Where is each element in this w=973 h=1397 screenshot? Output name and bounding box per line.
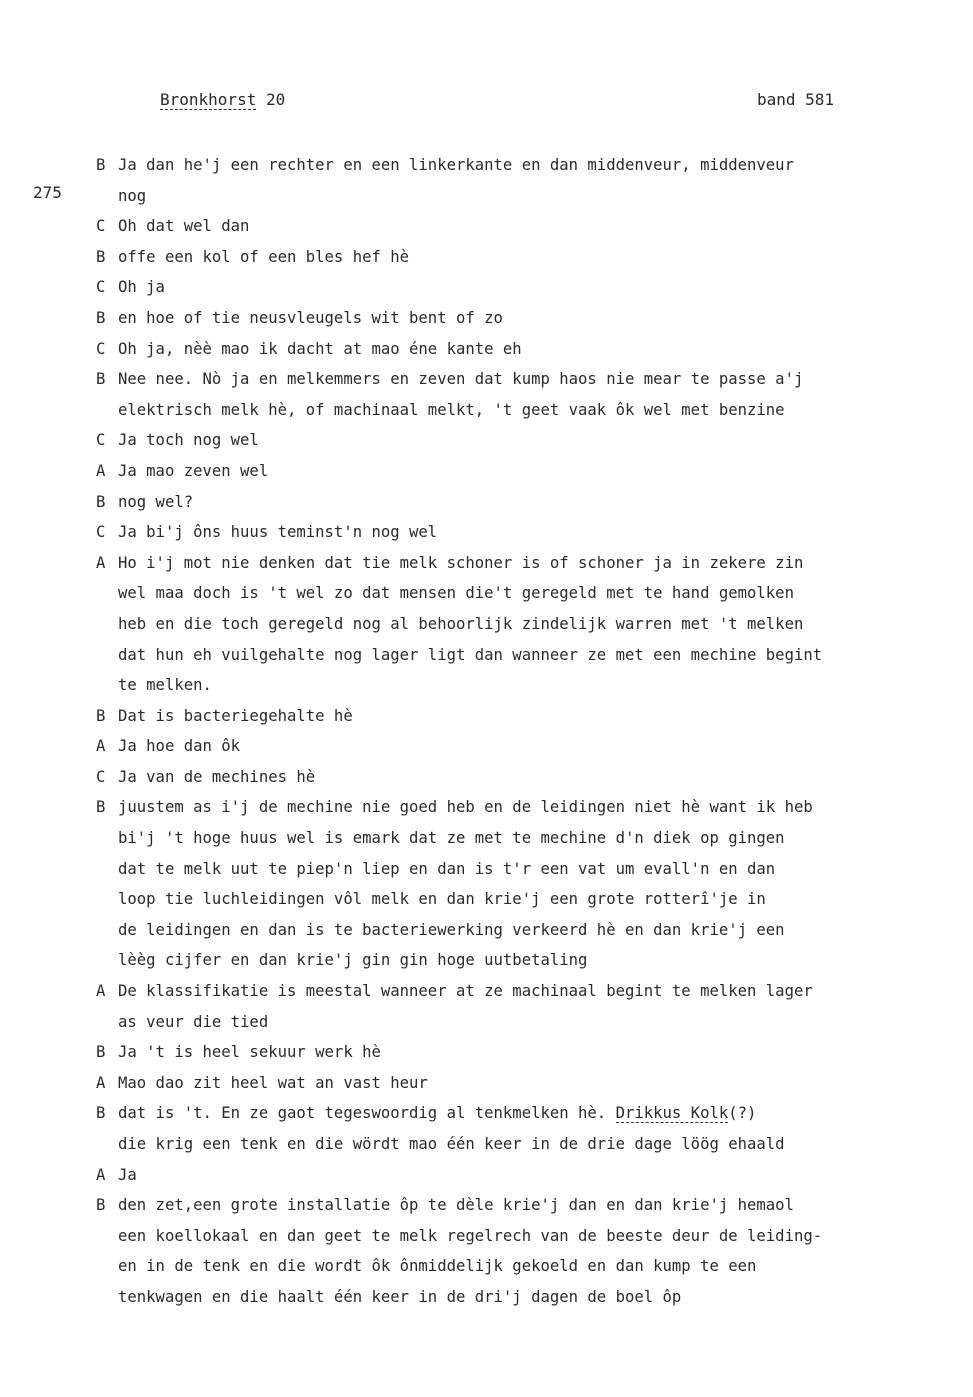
transcript-line <box>96 242 926 273</box>
transcript-line <box>96 1160 926 1191</box>
speaker-label: A <box>96 461 106 480</box>
transcript-line <box>96 1221 926 1252</box>
header-band: band 581 <box>757 90 835 109</box>
speaker-label: B <box>96 370 106 389</box>
line-text: dat hun eh vuilgehalte nog lager ligt dan wanneer ze met een mechine begint <box>118 645 823 664</box>
transcript-line <box>96 395 926 426</box>
transcript-line <box>96 915 926 946</box>
transcript-line <box>96 211 926 242</box>
line-text: Ja <box>118 1165 137 1184</box>
transcript-line <box>96 731 926 762</box>
transcript-line <box>96 181 926 212</box>
line-text: Ja dan he'j een rechter en een linkerkante en dan middenveur, middenveur <box>118 156 794 174</box>
transcript-line <box>96 854 926 885</box>
transcript-line <box>96 1037 926 1068</box>
page-header-title <box>160 90 285 109</box>
speaker-label: B <box>96 492 106 511</box>
transcript-line <box>96 1251 926 1282</box>
transcript-line <box>96 150 926 181</box>
transcript-line <box>96 272 926 303</box>
line-text: juustem as i'j de mechine nie goed heb en de leidingen niet hè want ik heb <box>118 798 813 817</box>
transcript-line <box>96 609 926 640</box>
line-text: Ja van de mechines hè <box>118 767 316 786</box>
speaker-label: B <box>96 798 106 817</box>
transcript-line <box>96 487 926 518</box>
line-text: tenkwagen en die haalt één keer in de dri'j dagen de boel ôp <box>118 1287 682 1306</box>
speaker-label: C <box>96 767 106 786</box>
line-text: heb en die toch geregeld nog al behoorlijk zindelijk warren met 't melken <box>118 614 804 633</box>
line-text: te melken. <box>118 676 212 695</box>
line-text: en in de tenk en die wordt ôk ônmiddelijk gekoeld en dan kump te een <box>118 1257 757 1276</box>
speaker-label: A <box>96 1165 106 1184</box>
line-text: lèèg cijfer en dan krie'j gin gin hoge uutbetaling <box>118 951 588 970</box>
speaker-label: B <box>96 156 106 174</box>
speaker-label: B <box>96 308 106 327</box>
transcript-line <box>96 425 926 456</box>
transcript-line <box>96 640 926 671</box>
transcript-line <box>96 823 926 854</box>
speaker-label: A <box>96 553 106 572</box>
transcript-line <box>96 578 926 609</box>
transcript-line <box>96 1098 926 1129</box>
transcript-line <box>96 1129 926 1160</box>
line-text: die krig een tenk en die wördt mao één keer in de drie dage löög ehaald <box>118 1135 785 1153</box>
line-text: Oh ja <box>118 278 165 297</box>
line-text: Oh ja, nèè mao ik dacht at mao éne kante eh <box>118 339 522 358</box>
line-text: Ja hoe dan ôk <box>118 737 241 756</box>
line-text: Ja toch nog wel <box>118 431 259 450</box>
speaker-label: A <box>96 1073 106 1092</box>
line-text: Oh dat wel dan <box>118 217 250 236</box>
transcript-line <box>96 792 926 823</box>
transcript-line <box>96 456 926 487</box>
line-text: nog wel? <box>118 492 194 511</box>
speaker-label: A <box>96 737 106 756</box>
line-text: dat is 't. En ze gaot tegeswoordig al tenkmelken hè. <box>118 1104 607 1123</box>
speaker-label: A <box>96 982 106 1001</box>
header-location: Bronkhorst <box>160 90 257 109</box>
transcript-line <box>96 548 926 579</box>
speaker-label: B <box>96 1043 106 1062</box>
line-text: een koellokaal en dan geet te melk regelrech van de beeste deur de leiding- <box>118 1226 823 1245</box>
speaker-label: C <box>96 431 106 450</box>
line-text: elektrisch melk hè, of machinaal melkt, 't geet vaak ôk wel met benzine <box>118 400 785 419</box>
line-text: De klassifikatie is meestal wanneer at ze machinaal begint te melken lager <box>118 982 813 1001</box>
speaker-label: C <box>96 217 106 236</box>
speaker-label: B <box>96 706 106 725</box>
line-text: Ja mao zeven wel <box>118 461 269 480</box>
line-text: nog <box>118 186 147 205</box>
transcript-body <box>96 150 926 1313</box>
line-text: Ja 't is heel sekuur werk hè <box>118 1043 381 1062</box>
line-text: Dat is bacteriegehalte hè <box>118 706 353 725</box>
line-text: Ja bi'j ôns huus teminst'n nog wel <box>118 523 438 542</box>
transcript-line <box>96 334 926 365</box>
transcript-line <box>96 976 926 1007</box>
margin-line-number: 275 <box>33 183 62 202</box>
transcript-line <box>96 670 926 701</box>
transcript-line <box>96 1282 926 1313</box>
transcript-line <box>96 364 926 395</box>
transcript-line <box>96 701 926 732</box>
speaker-label: C <box>96 339 106 358</box>
transcript-line <box>96 1007 926 1038</box>
transcript-line <box>96 884 926 915</box>
speaker-label: B <box>96 247 106 266</box>
line-text: den zet,een grote installatie ôp te dèle krie'j dan en dan krie'j hemaol <box>118 1196 794 1215</box>
transcript-line <box>96 1190 926 1221</box>
line-text: as veur die tied <box>118 1012 269 1031</box>
underlined-name: Drikkus Kolk <box>615 1104 729 1123</box>
transcript-line <box>96 945 926 976</box>
transcript-line <box>96 762 926 793</box>
line-text: Mao dao zit heel wat an vast heur <box>118 1073 428 1092</box>
line-text: Ho i'j mot nie denken dat tie melk schoner is of schoner ja in zekere zin <box>118 553 804 572</box>
transcript-line <box>96 517 926 548</box>
speaker-label: B <box>96 1196 106 1215</box>
line-text: offe een kol of een bles hef hè <box>118 247 410 266</box>
line-text: de leidingen en dan is te bacteriewerking verkeerd hè en dan krie'j een <box>118 920 785 939</box>
line-text: loop tie luchleidingen vôl melk en dan krie'j een grote rotterî'je in <box>118 890 766 909</box>
transcript-line <box>96 303 926 334</box>
header-page-number: 20 <box>265 90 286 109</box>
speaker-label: C <box>96 523 106 542</box>
speaker-label: C <box>96 278 106 297</box>
line-text: Nee nee. Nò ja en melkemmers en zeven dat kump haos nie mear te passe a'j <box>118 370 804 389</box>
transcript-line <box>96 1068 926 1099</box>
line-text: (?) <box>728 1104 757 1123</box>
line-text: dat te melk uut te piep'n liep en dan is t'r een vat um evall'n en dan <box>118 859 776 878</box>
line-text: bi'j 't hoge huus wel is emark dat ze met te mechine d'n diek op gingen <box>118 829 785 848</box>
line-text: en hoe of tie neusvleugels wit bent of zo <box>118 308 503 327</box>
speaker-label: B <box>96 1104 106 1123</box>
line-text: wel maa doch is 't wel zo dat mensen die't geregeld met te hand gemolken <box>118 584 794 603</box>
